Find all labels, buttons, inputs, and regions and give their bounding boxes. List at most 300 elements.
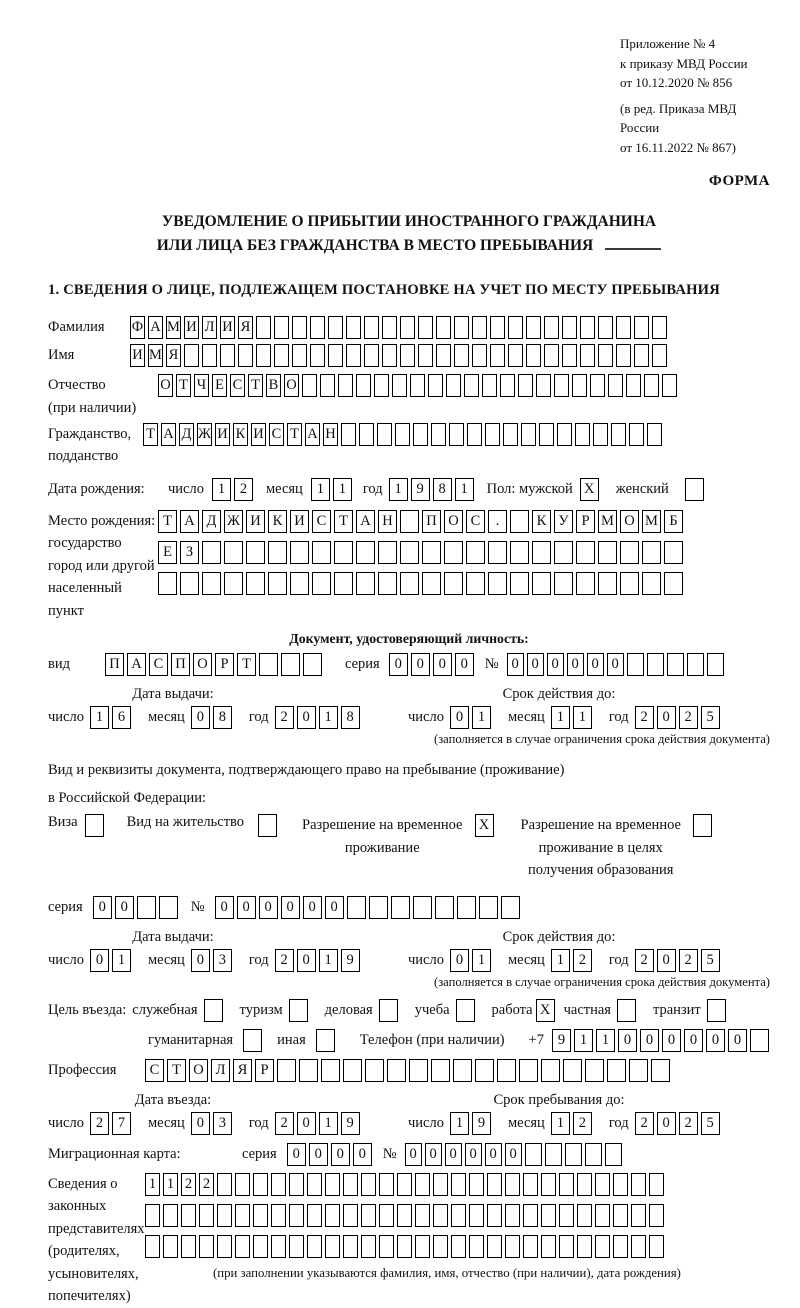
char-cell[interactable]: 1 <box>333 478 352 501</box>
char-cell[interactable]: С <box>145 1059 164 1082</box>
char-cell[interactable]: 0 <box>505 1143 522 1166</box>
char-cell[interactable] <box>642 572 661 595</box>
char-cell[interactable]: С <box>269 423 284 446</box>
char-cell[interactable] <box>631 1235 646 1258</box>
char-cell[interactable] <box>490 344 505 367</box>
char-cell[interactable] <box>453 1059 472 1082</box>
char-cell[interactable] <box>562 316 577 339</box>
char-cell[interactable] <box>145 1204 160 1227</box>
char-cell[interactable]: И <box>251 423 266 446</box>
char-cell[interactable] <box>451 1204 466 1227</box>
char-cell[interactable] <box>617 999 636 1022</box>
char-cell[interactable] <box>707 653 724 676</box>
char-cell[interactable]: О <box>284 374 299 397</box>
char-cell[interactable] <box>224 572 243 595</box>
char-cell[interactable] <box>400 510 419 533</box>
char-cell[interactable]: 5 <box>701 706 720 729</box>
char-cell[interactable] <box>268 541 287 564</box>
char-cell[interactable]: 0 <box>309 1143 328 1166</box>
char-cell[interactable]: 0 <box>237 896 256 919</box>
char-cell[interactable] <box>325 1204 340 1227</box>
char-cell[interactable] <box>575 423 590 446</box>
char-cell[interactable] <box>629 1059 648 1082</box>
char-cell[interactable] <box>523 1204 538 1227</box>
char-cell[interactable] <box>395 423 410 446</box>
char-cell[interactable] <box>346 316 361 339</box>
char-cell[interactable]: 0 <box>657 706 676 729</box>
char-cell[interactable] <box>299 1059 318 1082</box>
char-cell[interactable] <box>361 1235 376 1258</box>
char-cell[interactable] <box>541 1204 556 1227</box>
char-cell[interactable] <box>364 316 379 339</box>
char-cell[interactable]: 0 <box>191 949 210 972</box>
char-cell[interactable]: З <box>180 541 199 564</box>
char-cell[interactable]: 0 <box>353 1143 372 1166</box>
char-cell[interactable]: 0 <box>331 1143 350 1166</box>
char-cell[interactable] <box>500 374 515 397</box>
char-cell[interactable]: И <box>246 510 265 533</box>
char-cell[interactable]: 0 <box>706 1029 725 1052</box>
char-cell[interactable]: О <box>158 374 173 397</box>
char-cell[interactable] <box>562 344 577 367</box>
char-cell[interactable] <box>613 1235 628 1258</box>
char-cell[interactable] <box>541 1059 560 1082</box>
char-cell[interactable] <box>268 572 287 595</box>
char-cell[interactable] <box>595 1204 610 1227</box>
char-cell[interactable] <box>595 1173 610 1196</box>
char-cell[interactable] <box>184 344 199 367</box>
char-cell[interactable] <box>410 374 425 397</box>
char-cell[interactable] <box>334 572 353 595</box>
char-cell[interactable] <box>320 374 335 397</box>
char-cell[interactable] <box>328 344 343 367</box>
char-cell[interactable] <box>647 653 664 676</box>
char-cell[interactable] <box>613 1173 628 1196</box>
char-cell[interactable] <box>595 1235 610 1258</box>
char-cell[interactable] <box>482 374 497 397</box>
char-cell[interactable]: 0 <box>297 949 316 972</box>
char-cell[interactable] <box>634 344 649 367</box>
char-cell[interactable] <box>217 1235 232 1258</box>
char-cell[interactable] <box>181 1204 196 1227</box>
char-cell[interactable] <box>303 653 322 676</box>
char-cell[interactable] <box>479 896 498 919</box>
char-cell[interactable]: . <box>488 510 507 533</box>
char-cell[interactable]: 5 <box>701 949 720 972</box>
char-cell[interactable] <box>343 1204 358 1227</box>
char-cell[interactable] <box>365 1059 384 1082</box>
char-cell[interactable] <box>557 423 572 446</box>
char-cell[interactable] <box>454 344 469 367</box>
char-cell[interactable]: 9 <box>472 1112 491 1135</box>
char-cell[interactable] <box>664 572 683 595</box>
char-cell[interactable]: Т <box>237 653 256 676</box>
char-cell[interactable]: 0 <box>662 1029 681 1052</box>
char-cell[interactable] <box>503 423 518 446</box>
char-cell[interactable] <box>631 1173 646 1196</box>
char-cell[interactable] <box>400 344 415 367</box>
char-cell[interactable] <box>647 423 662 446</box>
char-cell[interactable]: У <box>554 510 573 533</box>
char-cell[interactable] <box>469 1204 484 1227</box>
char-cell[interactable]: 1 <box>112 949 131 972</box>
char-cell[interactable] <box>312 541 331 564</box>
char-cell[interactable] <box>590 374 605 397</box>
char-cell[interactable] <box>449 423 464 446</box>
char-cell[interactable] <box>585 1143 602 1166</box>
char-cell[interactable] <box>397 1204 412 1227</box>
char-cell[interactable] <box>413 423 428 446</box>
char-cell[interactable]: 1 <box>551 949 570 972</box>
char-cell[interactable]: 0 <box>450 706 469 729</box>
char-cell[interactable] <box>687 653 704 676</box>
char-cell[interactable]: Т <box>167 1059 186 1082</box>
char-cell[interactable]: 1 <box>472 706 491 729</box>
char-cell[interactable] <box>246 572 265 595</box>
char-cell[interactable] <box>487 1173 502 1196</box>
char-cell[interactable] <box>217 1173 232 1196</box>
char-cell[interactable]: Р <box>576 510 595 533</box>
char-cell[interactable] <box>464 374 479 397</box>
char-cell[interactable] <box>490 316 505 339</box>
char-cell[interactable]: 2 <box>679 949 698 972</box>
char-cell[interactable] <box>220 344 235 367</box>
char-cell[interactable]: А <box>161 423 176 446</box>
char-cell[interactable] <box>488 572 507 595</box>
char-cell[interactable]: 2 <box>275 706 294 729</box>
char-cell[interactable] <box>246 541 265 564</box>
char-cell[interactable] <box>532 541 551 564</box>
char-cell[interactable] <box>431 423 446 446</box>
char-cell[interactable] <box>510 541 529 564</box>
char-cell[interactable] <box>642 541 661 564</box>
char-cell[interactable]: 0 <box>445 1143 462 1166</box>
char-cell[interactable]: О <box>620 510 639 533</box>
char-cell[interactable] <box>652 344 667 367</box>
char-cell[interactable]: Б <box>664 510 683 533</box>
char-cell[interactable] <box>277 1059 296 1082</box>
char-cell[interactable]: 0 <box>587 653 604 676</box>
char-cell[interactable] <box>400 541 419 564</box>
char-cell[interactable] <box>316 1029 335 1052</box>
char-cell[interactable] <box>274 344 289 367</box>
char-cell[interactable]: 0 <box>297 1112 316 1135</box>
char-cell[interactable] <box>259 653 278 676</box>
char-cell[interactable] <box>369 896 388 919</box>
char-cell[interactable] <box>415 1173 430 1196</box>
char-cell[interactable]: А <box>180 510 199 533</box>
char-cell[interactable]: М <box>166 316 181 339</box>
char-cell[interactable] <box>347 896 366 919</box>
char-cell[interactable]: 0 <box>93 896 112 919</box>
char-cell[interactable] <box>217 1204 232 1227</box>
char-cell[interactable] <box>400 572 419 595</box>
char-cell[interactable]: 1 <box>319 706 338 729</box>
char-cell[interactable] <box>541 1235 556 1258</box>
char-cell[interactable]: 0 <box>465 1143 482 1166</box>
char-cell[interactable]: О <box>189 1059 208 1082</box>
char-cell[interactable] <box>649 1235 664 1258</box>
char-cell[interactable] <box>325 1173 340 1196</box>
char-cell[interactable]: 0 <box>405 1143 422 1166</box>
char-cell[interactable] <box>608 374 623 397</box>
char-cell[interactable] <box>199 1235 214 1258</box>
char-cell[interactable] <box>307 1173 322 1196</box>
char-cell[interactable]: 0 <box>527 653 544 676</box>
char-cell[interactable]: 1 <box>472 949 491 972</box>
char-cell[interactable]: 2 <box>573 949 592 972</box>
char-cell[interactable]: 0 <box>389 653 408 676</box>
char-cell[interactable]: 0 <box>297 706 316 729</box>
char-cell[interactable]: X <box>580 478 599 501</box>
char-cell[interactable] <box>577 1235 592 1258</box>
char-cell[interactable] <box>433 1235 448 1258</box>
char-cell[interactable]: М <box>148 344 163 367</box>
char-cell[interactable] <box>253 1204 268 1227</box>
char-cell[interactable]: 0 <box>450 949 469 972</box>
char-cell[interactable]: Н <box>323 423 338 446</box>
char-cell[interactable]: Т <box>158 510 177 533</box>
char-cell[interactable] <box>523 1173 538 1196</box>
char-cell[interactable]: 1 <box>311 478 330 501</box>
char-cell[interactable] <box>544 316 559 339</box>
char-cell[interactable]: 1 <box>450 1112 469 1135</box>
char-cell[interactable] <box>644 374 659 397</box>
char-cell[interactable]: 3 <box>213 949 232 972</box>
char-cell[interactable]: А <box>127 653 146 676</box>
char-cell[interactable] <box>488 541 507 564</box>
char-cell[interactable] <box>290 572 309 595</box>
char-cell[interactable]: 1 <box>212 478 231 501</box>
char-cell[interactable] <box>422 541 441 564</box>
char-cell[interactable] <box>163 1204 178 1227</box>
char-cell[interactable]: Т <box>287 423 302 446</box>
char-cell[interactable] <box>378 541 397 564</box>
char-cell[interactable] <box>321 1059 340 1082</box>
char-cell[interactable]: Н <box>378 510 397 533</box>
char-cell[interactable] <box>292 344 307 367</box>
char-cell[interactable] <box>180 572 199 595</box>
char-cell[interactable] <box>204 999 223 1022</box>
char-cell[interactable] <box>580 316 595 339</box>
char-cell[interactable] <box>598 316 613 339</box>
char-cell[interactable]: И <box>130 344 145 367</box>
char-cell[interactable] <box>415 1235 430 1258</box>
char-cell[interactable]: 3 <box>213 1112 232 1135</box>
char-cell[interactable]: 0 <box>411 653 430 676</box>
char-cell[interactable]: 2 <box>635 1112 654 1135</box>
char-cell[interactable]: 0 <box>607 653 624 676</box>
char-cell[interactable] <box>289 1173 304 1196</box>
char-cell[interactable] <box>361 1173 376 1196</box>
char-cell[interactable] <box>467 423 482 446</box>
char-cell[interactable]: И <box>215 423 230 446</box>
char-cell[interactable] <box>685 478 704 501</box>
char-cell[interactable] <box>545 1143 562 1166</box>
char-cell[interactable] <box>577 1204 592 1227</box>
char-cell[interactable]: Ж <box>224 510 243 533</box>
char-cell[interactable] <box>428 374 443 397</box>
char-cell[interactable]: С <box>466 510 485 533</box>
char-cell[interactable]: 0 <box>547 653 564 676</box>
char-cell[interactable] <box>290 541 309 564</box>
char-cell[interactable] <box>361 1204 376 1227</box>
char-cell[interactable] <box>379 1204 394 1227</box>
char-cell[interactable]: 0 <box>281 896 300 919</box>
char-cell[interactable]: Ф <box>130 316 145 339</box>
char-cell[interactable]: А <box>305 423 320 446</box>
char-cell[interactable] <box>605 1143 622 1166</box>
char-cell[interactable] <box>532 572 551 595</box>
char-cell[interactable]: П <box>171 653 190 676</box>
char-cell[interactable] <box>521 423 536 446</box>
char-cell[interactable] <box>501 896 520 919</box>
char-cell[interactable] <box>431 1059 450 1082</box>
char-cell[interactable] <box>271 1173 286 1196</box>
char-cell[interactable] <box>593 423 608 446</box>
char-cell[interactable]: 1 <box>455 478 474 501</box>
char-cell[interactable] <box>159 896 178 919</box>
char-cell[interactable] <box>616 344 631 367</box>
char-cell[interactable]: 6 <box>112 706 131 729</box>
char-cell[interactable] <box>292 316 307 339</box>
char-cell[interactable]: 0 <box>325 896 344 919</box>
char-cell[interactable] <box>508 316 523 339</box>
char-cell[interactable] <box>598 541 617 564</box>
char-cell[interactable] <box>519 1059 538 1082</box>
char-cell[interactable]: 1 <box>90 706 109 729</box>
char-cell[interactable] <box>341 423 356 446</box>
char-cell[interactable] <box>271 1204 286 1227</box>
char-cell[interactable] <box>664 541 683 564</box>
char-cell[interactable]: 1 <box>596 1029 615 1052</box>
char-cell[interactable] <box>472 344 487 367</box>
char-cell[interactable] <box>346 344 361 367</box>
char-cell[interactable] <box>436 316 451 339</box>
char-cell[interactable]: Ж <box>197 423 212 446</box>
char-cell[interactable] <box>487 1235 502 1258</box>
char-cell[interactable] <box>457 896 476 919</box>
char-cell[interactable]: 2 <box>679 1112 698 1135</box>
char-cell[interactable] <box>379 999 398 1022</box>
char-cell[interactable] <box>576 541 595 564</box>
char-cell[interactable]: А <box>356 510 375 533</box>
char-cell[interactable]: 0 <box>567 653 584 676</box>
char-cell[interactable] <box>750 1029 769 1052</box>
char-cell[interactable] <box>307 1235 322 1258</box>
char-cell[interactable] <box>444 541 463 564</box>
char-cell[interactable] <box>539 423 554 446</box>
char-cell[interactable]: 8 <box>433 478 452 501</box>
char-cell[interactable]: К <box>532 510 551 533</box>
char-cell[interactable] <box>544 344 559 367</box>
char-cell[interactable]: 5 <box>701 1112 720 1135</box>
char-cell[interactable]: С <box>149 653 168 676</box>
char-cell[interactable] <box>620 572 639 595</box>
char-cell[interactable]: 2 <box>275 949 294 972</box>
char-cell[interactable]: 2 <box>181 1173 196 1196</box>
char-cell[interactable]: Ч <box>194 374 209 397</box>
char-cell[interactable] <box>289 1204 304 1227</box>
char-cell[interactable] <box>202 572 221 595</box>
char-cell[interactable] <box>343 1059 362 1082</box>
char-cell[interactable]: М <box>598 510 617 533</box>
char-cell[interactable]: 1 <box>163 1173 178 1196</box>
char-cell[interactable] <box>418 344 433 367</box>
char-cell[interactable]: 1 <box>574 1029 593 1052</box>
char-cell[interactable]: 0 <box>433 653 452 676</box>
char-cell[interactable]: 0 <box>191 706 210 729</box>
char-cell[interactable]: 0 <box>657 949 676 972</box>
char-cell[interactable] <box>505 1235 520 1258</box>
char-cell[interactable] <box>649 1204 664 1227</box>
char-cell[interactable] <box>518 374 533 397</box>
char-cell[interactable]: 8 <box>213 706 232 729</box>
char-cell[interactable]: 2 <box>635 706 654 729</box>
char-cell[interactable] <box>356 541 375 564</box>
char-cell[interactable] <box>487 1204 502 1227</box>
char-cell[interactable] <box>631 1204 646 1227</box>
char-cell[interactable] <box>554 572 573 595</box>
char-cell[interactable] <box>576 572 595 595</box>
char-cell[interactable] <box>387 1059 406 1082</box>
char-cell[interactable]: 0 <box>618 1029 637 1052</box>
char-cell[interactable] <box>433 1204 448 1227</box>
char-cell[interactable] <box>415 1204 430 1227</box>
char-cell[interactable] <box>256 344 271 367</box>
char-cell[interactable]: Е <box>158 541 177 564</box>
char-cell[interactable]: П <box>422 510 441 533</box>
char-cell[interactable]: Т <box>248 374 263 397</box>
char-cell[interactable] <box>379 1173 394 1196</box>
char-cell[interactable]: Я <box>233 1059 252 1082</box>
char-cell[interactable]: Т <box>334 510 353 533</box>
char-cell[interactable] <box>235 1235 250 1258</box>
char-cell[interactable] <box>536 374 551 397</box>
char-cell[interactable] <box>85 814 104 837</box>
char-cell[interactable] <box>289 999 308 1022</box>
char-cell[interactable]: 1 <box>573 706 592 729</box>
char-cell[interactable] <box>505 1204 520 1227</box>
char-cell[interactable]: 0 <box>259 896 278 919</box>
char-cell[interactable] <box>163 1235 178 1258</box>
char-cell[interactable] <box>145 1235 160 1258</box>
char-cell[interactable]: 0 <box>640 1029 659 1052</box>
char-cell[interactable] <box>382 316 397 339</box>
char-cell[interactable] <box>451 1235 466 1258</box>
char-cell[interactable]: 0 <box>728 1029 747 1052</box>
char-cell[interactable] <box>238 344 253 367</box>
char-cell[interactable] <box>343 1235 358 1258</box>
char-cell[interactable] <box>256 316 271 339</box>
char-cell[interactable] <box>328 316 343 339</box>
char-cell[interactable] <box>325 1235 340 1258</box>
char-cell[interactable] <box>378 572 397 595</box>
char-cell[interactable] <box>559 1204 574 1227</box>
char-cell[interactable] <box>469 1235 484 1258</box>
char-cell[interactable] <box>629 423 644 446</box>
char-cell[interactable]: С <box>312 510 331 533</box>
char-cell[interactable] <box>181 1235 196 1258</box>
char-cell[interactable] <box>707 999 726 1022</box>
char-cell[interactable]: 0 <box>507 653 524 676</box>
char-cell[interactable] <box>433 1173 448 1196</box>
char-cell[interactable] <box>616 316 631 339</box>
char-cell[interactable] <box>526 344 541 367</box>
char-cell[interactable]: 9 <box>341 949 360 972</box>
char-cell[interactable]: И <box>290 510 309 533</box>
char-cell[interactable]: О <box>193 653 212 676</box>
